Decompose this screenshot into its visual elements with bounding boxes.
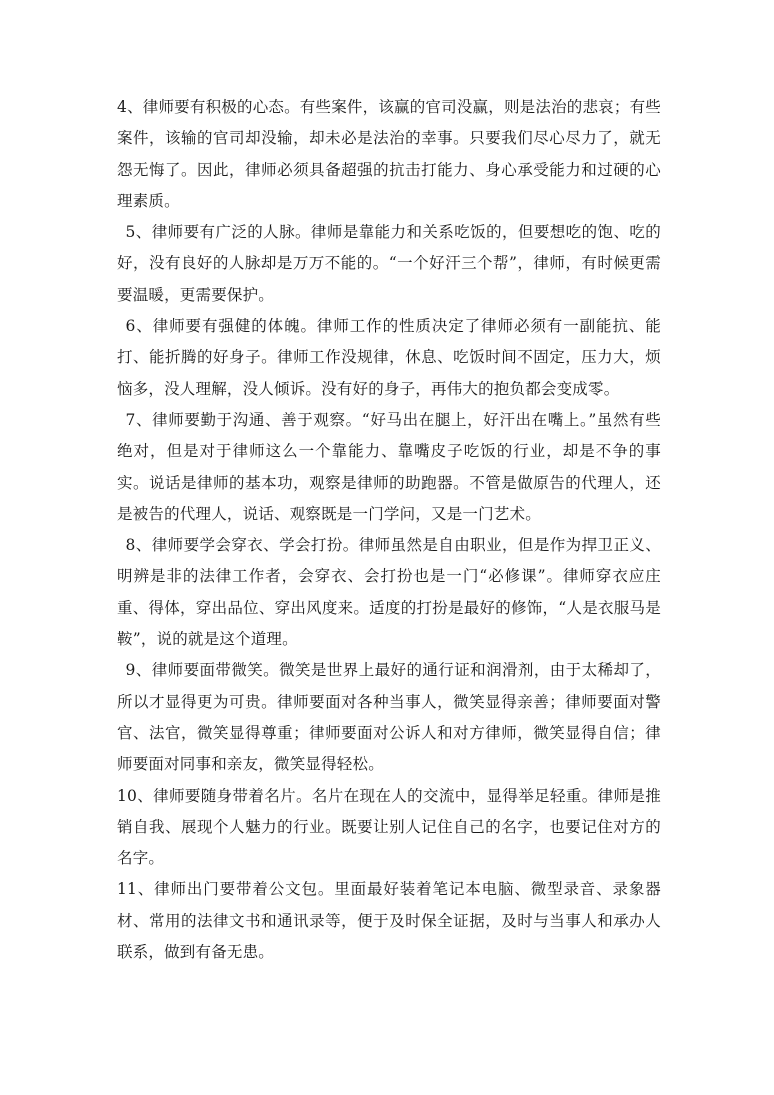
paragraph-9: 9、律师要面带微笑。微笑是世界上最好的通行证和润滑剂，由于太稀却了，所以才显得更为可贵。律师要面对各种当事人，微笑显得亲善；律师要面对警官、法官，微笑显得尊重；律师要面对公诉人和对方律师，微笑显得自信；律师要面对同事和亲友，微笑显得轻松。 [117,661,661,774]
paragraph-6: 6、律师要有强健的体魄。律师工作的性质决定了律师必须有一副能抗、能打、能折腾的好身子。律师工作没规律，休息、吃饭时间不固定，压力大，烦恼多，没人理解，没人倾诉。没有好的身子，再伟大的抱负都会变成零。 [117,317,661,398]
paragraph-4: 4、律师要有积极的心态。有些案件，该赢的官司没赢，则是法治的悲哀；有些案件，该输的官司却没输，却未必是法治的幸事。只要我们尽心尽力了，就无怨无悔了。因此，律师必须具备超强的抗击打能力、身心承受能力和过硬的心理素质。 [117,98,661,210]
document-body [117,92,661,968]
paragraph-11: 11、律师出门要带着公文包。里面最好装着笔记本电脑、微型录音、录象器材、常用的法律文书和通讯录等，便于及时保全证据，及时与当事人和承办人联系，做到有备无患。 [117,880,661,962]
paragraph-10: 10、律师要随身带着名片。名片在现在人的交流中，显得举足轻重。律师是推销自我、展现个人魅力的行业。既要让别人记住自己的名字，也要记住对方的名字。 [117,786,661,868]
paragraph-7: 7、律师要勤于沟通、善于观察。“好马出在腿上，好汗出在嘴上。”虽然有些绝对，但是对于律师这么一个靠能力、靠嘴皮子吃饭的行业，却是不争的事实。说话是律师的基本功，观察是律师的助跑器。不管是做原告的代理人，还是被告的代理人，说话、观察既是一门学问，又是一门艺术。 [117,410,661,523]
paragraph-8: 8、律师要学会穿衣、学会打扮。律师虽然是自由职业，但是作为捍卫正义、明辨是非的法律工作者，会穿衣、会打扮也是一门“必修课”。律师穿衣应庄重、得体，穿出品位、穿出风度来。适度的打扮是最好的修饰，“人是衣服马是鞍”，说的就是这个道理。 [117,536,661,649]
paragraph-5: 5、律师要有广泛的人脉。律师是靠能力和关系吃饭的，但要想吃的饱、吃的好，没有良好的人脉却是万万不能的。“一个好汗三个帮”，律师，有时候更需要温暖，更需要保护。 [117,223,661,304]
